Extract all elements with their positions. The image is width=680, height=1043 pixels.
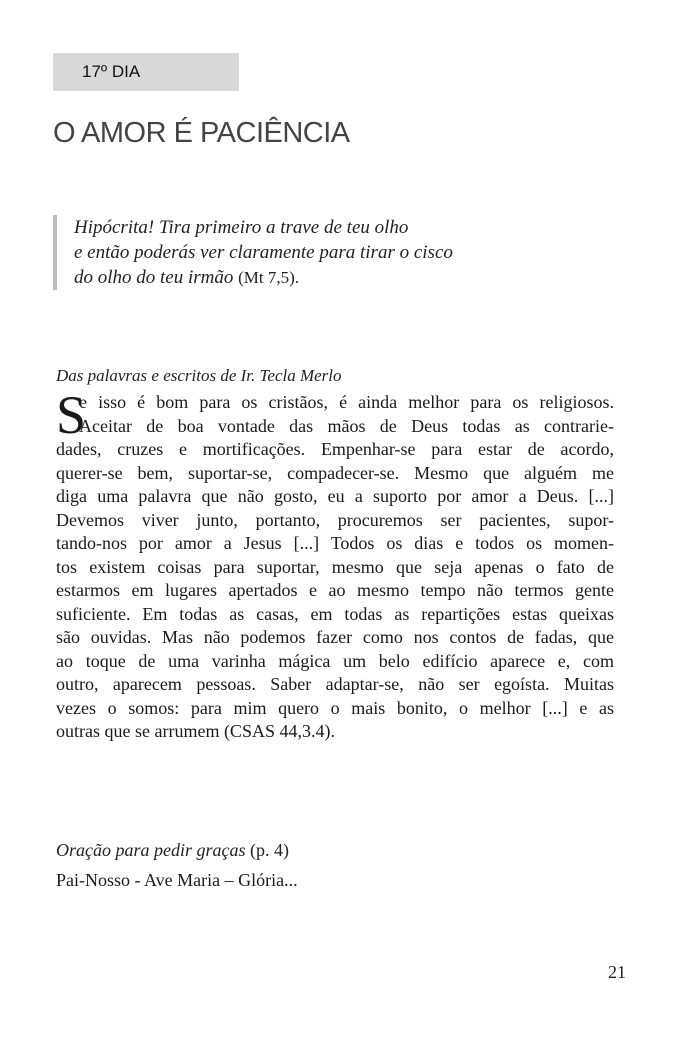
page-number: 21	[608, 962, 626, 982]
body-line: são ouvidas. Mas não podemos fazer como nos contos de fadas, que	[56, 627, 614, 647]
body-line: Aceitar de boa vontade das mãos de Deus todas as contrarie-	[79, 415, 614, 436]
quote-line: Hipócrita! Tira primeiro a trave de teu olho	[74, 217, 409, 238]
body-line: e isso é bom para os cristãos, é ainda melhor para os religiosos.	[79, 392, 614, 412]
body-line: Devemos viver junto, portanto, procuremos ser pacientes, supor-	[56, 509, 614, 530]
body-line: dades, cruzes e mortificações. Empenhar-se para estar de acordo,	[56, 439, 614, 459]
body-line: estarmos em lugares apertados e ao mesmo tempo não termos gente	[56, 580, 614, 600]
body-line: suficiente. Em todas as casas, em todas as repartições estas queixas	[56, 603, 614, 624]
prayer-page-ref: (p. 4)	[250, 840, 289, 860]
drop-cap: S	[56, 385, 87, 445]
body-line: diga uma palavra que não gosto, eu a suporto por amor a Deus. [...]	[56, 486, 614, 506]
prayer-heading	[56, 840, 289, 861]
body-line: vezes o somos: para mim quero o mais bonito, o melhor [...] e as	[56, 697, 614, 718]
day-label-box	[53, 53, 239, 91]
quote-line-last	[74, 265, 594, 290]
prayer-line: Pai-Nosso - Ave Maria – Glória...	[56, 870, 298, 890]
body-line: tos existem coisas para suportar, mesmo que seja apenas o fato de	[56, 556, 614, 577]
body-line: ao toque de uma varinha mágica um belo edifício aparece e, com	[56, 650, 614, 671]
source-label: Das palavras e escritos de Ir. Tecla Merlo	[56, 366, 342, 385]
chapter-title: O AMOR É PACIÊNCIA	[53, 117, 350, 149]
body-line: tando-nos por amor a Jesus [...] Todos os dias e todos os momen-	[56, 533, 614, 553]
body-paragraph	[56, 385, 614, 744]
prayer-title: Oração para pedir graças	[56, 840, 246, 860]
body-line: outro, aparecem pessoas. Saber adaptar-se, não ser egoísta. Muitas	[56, 674, 614, 694]
body-line: outras que se arrumem (CSAS 44,3.4).	[56, 721, 335, 741]
body-line: querer-se bem, suportar-se, compadecer-se. Mesmo que alguém me	[56, 462, 614, 483]
quote-line: e então poderás ver claramente para tirar o cisco	[74, 242, 453, 263]
scripture-quote	[53, 215, 594, 290]
quote-line-text: do olho do teu irmão	[74, 267, 234, 288]
quote-reference: (Mt 7,5).	[238, 268, 300, 287]
day-label: 17º DIA	[82, 62, 141, 81]
